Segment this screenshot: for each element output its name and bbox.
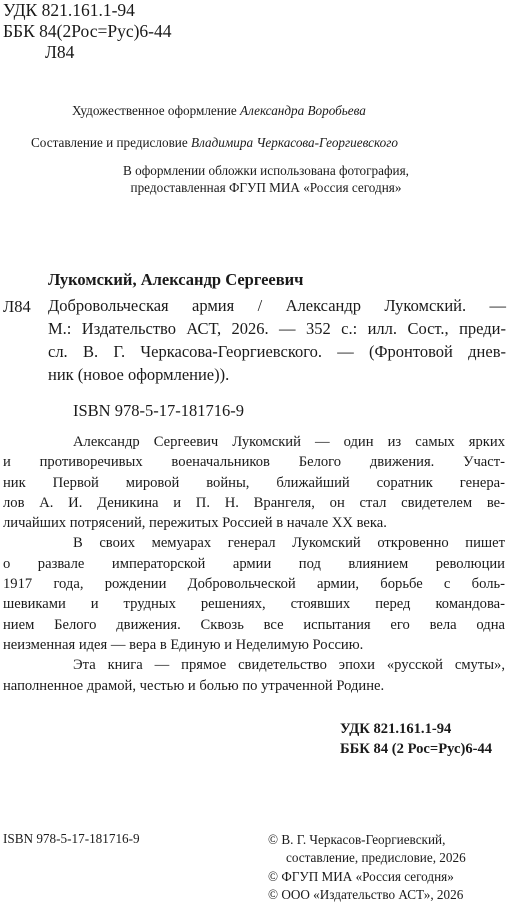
annotation-line: 1917 года, рождении Добровольческой армии, борьбе с боль- <box>3 576 505 593</box>
bib-line: Добровольческая армия / Александр Лукомский. — <box>48 296 506 315</box>
annotation-line: личайших потрясений, пережитых Россией в начале XX века. <box>3 515 387 532</box>
isbn: ISBN 978-5-17-181716-9 <box>73 401 244 420</box>
copyright-line: © ФГУП МИА «Россия сегодня» <box>268 868 454 884</box>
bib-author: Лукомский, Александр Сергеевич <box>48 270 304 289</box>
udk-code: УДК 821.161.1-94 <box>340 721 452 737</box>
art-credit-label: Художественное оформление <box>72 103 237 118</box>
annotation-line: неизменная идея — вера в Единую и Неделимую Россию. <box>3 636 364 653</box>
compiler-credit-label: Составление и предисловие <box>31 135 188 150</box>
bib-line: ник (новое оформление)). <box>48 365 230 384</box>
photo-credit-line: предоставленная ФГУП МИА «Россия сегодня» <box>130 180 402 195</box>
photo-credit <box>48 162 484 196</box>
copyright-block <box>268 831 466 904</box>
classification-codes-bottom <box>340 719 492 759</box>
annotation-line: Эта книга — прямое свидетельство эпохи «русской смуты», <box>73 657 505 674</box>
annotation-line: нием Белого движения. Сквозь все испытания его вела одна <box>3 616 505 633</box>
copyright-line: © ООО «Издательство АСТ», 2026 <box>268 886 464 902</box>
annotation-line: лов А. И. Деникина и П. Н. Врангеля, он стал свидетелем ве- <box>3 494 505 511</box>
bbk-code: ББК 84 (2 Рос=Рус)6-44 <box>340 741 493 757</box>
annotation-line: и противоречивых военачальников Белого движения. Участ- <box>3 454 505 471</box>
annotation-line: наполненное драмой, честью и болью по утраченной Родине. <box>3 677 385 694</box>
annotation-line: шевиками и трудных решениях, стоявших перед командова- <box>3 596 505 613</box>
annotation <box>3 432 505 696</box>
copyright-line: © В. Г. Черкасов-Георгиевский, <box>268 832 446 847</box>
annotation-line: о развале императорской армии под влиянием революции <box>3 555 505 572</box>
compiler-credit <box>31 134 398 151</box>
annotation-line: В своих мемуарах генерал Лукомский откровенно пишет <box>73 535 505 552</box>
udk-code: УДК 821.161.1-94 <box>3 0 135 20</box>
copyright-line: составление, предисловие, 2026 <box>286 850 466 866</box>
bib-author-mark: Л84 <box>3 297 31 316</box>
classification-codes <box>3 0 172 63</box>
art-credit <box>72 102 366 119</box>
bbk-code: ББК 84(2Рос=Рус)6-44 <box>3 21 172 41</box>
bib-description <box>48 294 506 386</box>
art-credit-name: Александра Воробьева <box>240 103 366 118</box>
annotation-line: Александр Сергеевич Лукомский — один из самых ярких <box>73 434 505 450</box>
footer-isbn: ISBN 978-5-17-181716-9 <box>3 831 140 846</box>
bib-line: М.: Издательство АСТ, 2026. — 352 с.: илл. Сост., преди- <box>48 319 506 338</box>
annotation-line: ник Первой мировой войны, ближайший соратник генера- <box>3 474 505 491</box>
author-mark: Л84 <box>45 42 75 62</box>
bib-line: сл. В. Г. Черкасова-Георгиевского. — (Фронтовой днев- <box>48 342 506 361</box>
compiler-credit-name: Владимира Черкасова-Георгиевского <box>191 135 399 150</box>
photo-credit-line: В оформлении обложки использована фотография, <box>123 163 409 178</box>
